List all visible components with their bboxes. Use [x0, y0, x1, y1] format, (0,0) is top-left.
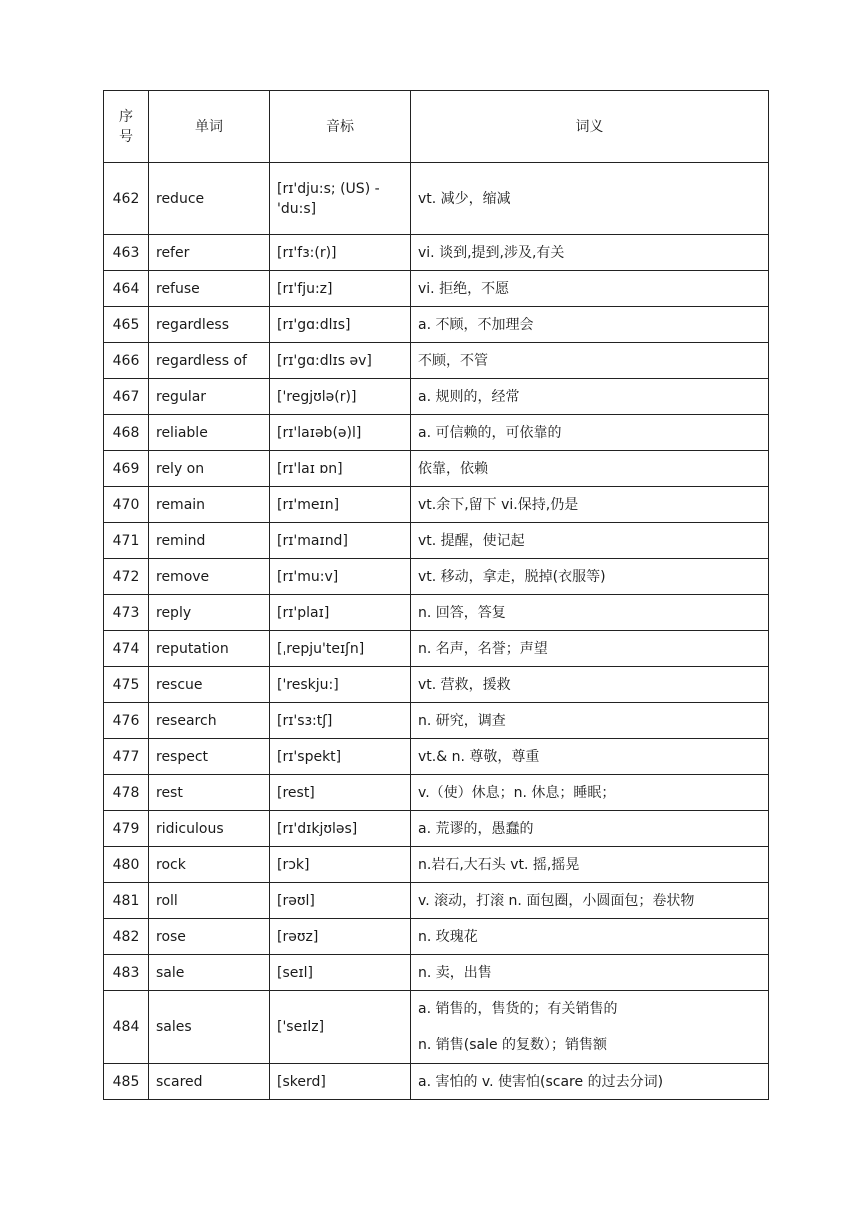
row-meaning: v. 滚动，打滚 n. 面包圈，小圆面包；卷状物 — [411, 883, 769, 919]
header-num — [104, 91, 149, 163]
row-phonetic: [rɪ'laɪəb(ə)l] — [270, 415, 411, 451]
row-word: regardless — [149, 307, 270, 343]
row-word: roll — [149, 883, 270, 919]
row-phonetic: [rɪ'gɑ:dlɪs] — [270, 307, 411, 343]
row-word: regular — [149, 379, 270, 415]
row-num: 464 — [104, 271, 149, 307]
header-num-line2: 号 — [119, 128, 133, 145]
row-num: 478 — [104, 775, 149, 811]
table-row — [104, 163, 769, 235]
row-word: sale — [149, 955, 270, 991]
table-row — [104, 811, 769, 847]
row-phonetic: [rɪ'spekt] — [270, 739, 411, 775]
row-num: 483 — [104, 955, 149, 991]
table-row — [104, 667, 769, 703]
row-meaning: vt. 提醒，使记起 — [411, 523, 769, 559]
row-meaning: n.岩石,大石头 vt. 摇,摇晃 — [411, 847, 769, 883]
header-meaning: 词义 — [411, 91, 769, 163]
row-word: ridiculous — [149, 811, 270, 847]
row-phonetic: [ˌrepju'teɪʃn] — [270, 631, 411, 667]
table-row — [104, 271, 769, 307]
row-num: 474 — [104, 631, 149, 667]
row-word: rest — [149, 775, 270, 811]
row-num: 472 — [104, 559, 149, 595]
row-meaning: 依靠，依赖 — [411, 451, 769, 487]
table-row — [104, 595, 769, 631]
row-phonetic: [rɪ'fɜ:(r)] — [270, 235, 411, 271]
table-header — [104, 91, 769, 163]
row-meaning: vt.余下,留下 vi.保持,仍是 — [411, 487, 769, 523]
row-num: 469 — [104, 451, 149, 487]
row-word: refuse — [149, 271, 270, 307]
row-word: rose — [149, 919, 270, 955]
row-num: 473 — [104, 595, 149, 631]
header-num-line1: 序 — [119, 108, 133, 125]
row-meaning: n. 名声，名誉；声望 — [411, 631, 769, 667]
row-phonetic: [rəʊz] — [270, 919, 411, 955]
row-meaning — [411, 991, 769, 1064]
row-word: remind — [149, 523, 270, 559]
table-row — [104, 307, 769, 343]
header-word: 单词 — [149, 91, 270, 163]
table-row — [104, 775, 769, 811]
row-phonetic: [rɪ'dɪkjʊləs] — [270, 811, 411, 847]
table-row — [104, 703, 769, 739]
row-num: 467 — [104, 379, 149, 415]
table-row — [104, 631, 769, 667]
row-meaning: n. 研究，调查 — [411, 703, 769, 739]
table-row — [104, 847, 769, 883]
row-word: rescue — [149, 667, 270, 703]
row-num: 466 — [104, 343, 149, 379]
row-num: 481 — [104, 883, 149, 919]
table-row — [104, 415, 769, 451]
row-num: 470 — [104, 487, 149, 523]
row-num: 476 — [104, 703, 149, 739]
row-phonetic: ['seɪlz] — [270, 991, 411, 1064]
row-num: 477 — [104, 739, 149, 775]
row-num: 462 — [104, 163, 149, 235]
table-row — [104, 451, 769, 487]
row-phonetic: [rɪ'gɑ:dlɪs əv] — [270, 343, 411, 379]
table-row — [104, 739, 769, 775]
row-meaning: vt.& n. 尊敬，尊重 — [411, 739, 769, 775]
table-row — [104, 883, 769, 919]
table-row — [104, 559, 769, 595]
row-phonetic: [rɪ'plaɪ] — [270, 595, 411, 631]
row-word: rock — [149, 847, 270, 883]
header-phonetic: 音标 — [270, 91, 411, 163]
row-meaning: a. 可信赖的，可依靠的 — [411, 415, 769, 451]
row-num: 480 — [104, 847, 149, 883]
row-word: remain — [149, 487, 270, 523]
row-meaning: n. 回答，答复 — [411, 595, 769, 631]
row-word: rely on — [149, 451, 270, 487]
row-meaning: vt. 营救，援救 — [411, 667, 769, 703]
row-phonetic: ['regjʊlə(r)] — [270, 379, 411, 415]
row-num: 482 — [104, 919, 149, 955]
row-phonetic: [skerd] — [270, 1064, 411, 1100]
row-word: research — [149, 703, 270, 739]
table-row — [104, 919, 769, 955]
row-word: reliable — [149, 415, 270, 451]
row-meaning: a. 害怕的 v. 使害怕(scare 的过去分词) — [411, 1064, 769, 1100]
row-num: 485 — [104, 1064, 149, 1100]
table-row — [104, 379, 769, 415]
row-num: 465 — [104, 307, 149, 343]
row-phonetic: ['reskju:] — [270, 667, 411, 703]
row-meaning: n. 卖，出售 — [411, 955, 769, 991]
row-meaning: a. 规则的，经常 — [411, 379, 769, 415]
row-phonetic: [rɪ'mu:v] — [270, 559, 411, 595]
row-meaning-line2: n. 销售(sale 的复数）；销售额 — [418, 1037, 608, 1053]
row-phonetic: [rəʊl] — [270, 883, 411, 919]
row-phonetic: [rest] — [270, 775, 411, 811]
row-meaning: n. 玫瑰花 — [411, 919, 769, 955]
row-meaning-line1: a. 销售的，售货的；有关销售的 — [418, 1001, 618, 1017]
row-word: refer — [149, 235, 270, 271]
row-meaning: vt. 减少，缩减 — [411, 163, 769, 235]
table-row — [104, 991, 769, 1064]
row-word: sales — [149, 991, 270, 1064]
row-phonetic: [rɪ'laɪ ɒn] — [270, 451, 411, 487]
row-num: 468 — [104, 415, 149, 451]
row-meaning: vi. 谈到,提到,涉及,有关 — [411, 235, 769, 271]
table-row — [104, 235, 769, 271]
row-word: reply — [149, 595, 270, 631]
vocabulary-table — [103, 90, 769, 1100]
row-word: remove — [149, 559, 270, 595]
row-num: 471 — [104, 523, 149, 559]
row-word: reputation — [149, 631, 270, 667]
row-word: respect — [149, 739, 270, 775]
table-row — [104, 1064, 769, 1100]
row-phonetic: [rɪ'maɪnd] — [270, 523, 411, 559]
row-phonetic: [rɪ'fju:z] — [270, 271, 411, 307]
table-row — [104, 955, 769, 991]
row-meaning: v.（使）休息；n. 休息；睡眠； — [411, 775, 769, 811]
row-meaning: 不顾，不管 — [411, 343, 769, 379]
table-row — [104, 343, 769, 379]
row-phonetic: [seɪl] — [270, 955, 411, 991]
row-num: 463 — [104, 235, 149, 271]
row-word: scared — [149, 1064, 270, 1100]
row-num: 475 — [104, 667, 149, 703]
row-num: 484 — [104, 991, 149, 1064]
table-row — [104, 523, 769, 559]
row-meaning: vi. 拒绝，不愿 — [411, 271, 769, 307]
row-word: regardless of — [149, 343, 270, 379]
row-meaning: a. 不顾，不加理会 — [411, 307, 769, 343]
row-meaning: vt. 移动，拿走，脱掉(衣服等) — [411, 559, 769, 595]
row-meaning: a. 荒谬的，愚蠢的 — [411, 811, 769, 847]
row-phonetic: [rɪ'sɜ:tʃ] — [270, 703, 411, 739]
row-num: 479 — [104, 811, 149, 847]
row-word: reduce — [149, 163, 270, 235]
table-row — [104, 487, 769, 523]
row-phonetic: [rɪ'meɪn] — [270, 487, 411, 523]
row-phonetic: [rɔk] — [270, 847, 411, 883]
row-phonetic: [rɪ'dju:s; (US) -'du:s] — [270, 163, 411, 235]
